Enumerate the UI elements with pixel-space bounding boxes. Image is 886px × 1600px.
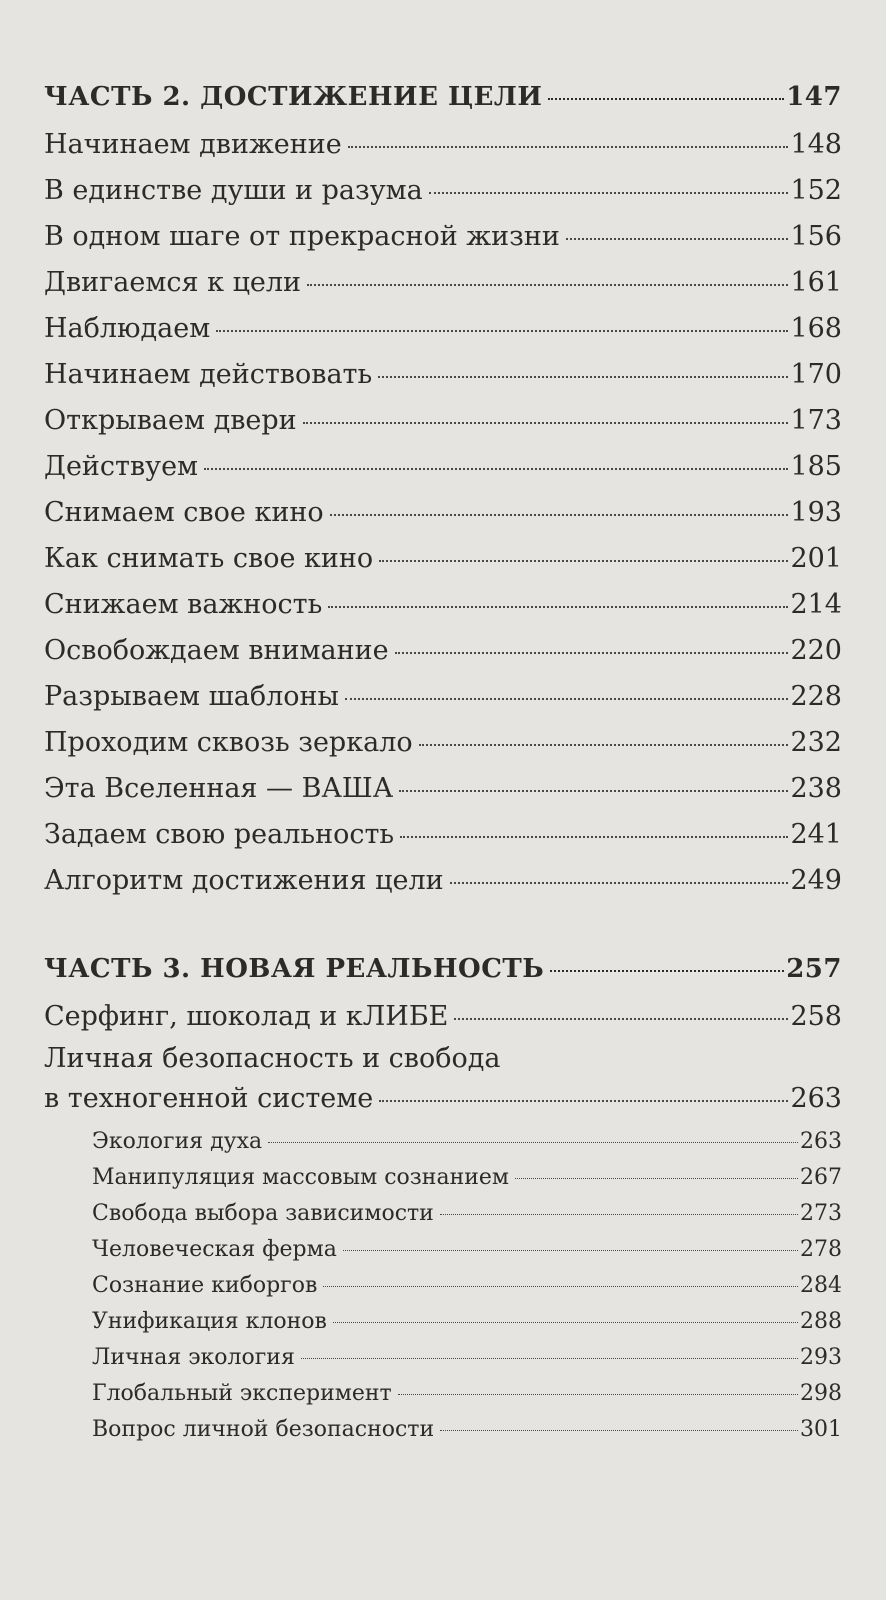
dot-leader	[440, 1430, 798, 1431]
toc-subentry	[44, 1268, 842, 1304]
entry-title: Начинаем движение	[44, 129, 342, 160]
dot-leader	[550, 970, 784, 972]
page-number: 257	[786, 954, 842, 984]
toc-entry	[44, 122, 842, 168]
dot-leader	[204, 468, 788, 470]
toc-subentry	[44, 1160, 842, 1196]
subentry-title: Свобода выбора зависимости	[92, 1201, 434, 1226]
page-number: 173	[790, 405, 842, 436]
dot-leader	[345, 698, 788, 700]
subentry-title: Вопрос личной безопасности	[92, 1417, 435, 1442]
dot-leader	[440, 1214, 798, 1215]
page-number: 241	[790, 819, 842, 850]
toc-subentry	[44, 1124, 842, 1160]
toc-entry	[44, 858, 842, 904]
page-number: 161	[790, 267, 842, 298]
page-number: 258	[790, 1001, 842, 1032]
page-number: 152	[790, 175, 842, 206]
dot-leader	[395, 652, 789, 654]
page-number: 267	[800, 1165, 842, 1190]
entry-title: Алгоритм достижения цели	[44, 865, 444, 896]
toc-subentry	[44, 1196, 842, 1232]
toc-entry	[44, 994, 842, 1040]
entry-title: Освобождаем внимание	[44, 635, 389, 666]
page-number: 228	[790, 681, 842, 712]
toc-entry	[44, 720, 842, 766]
toc-entry	[44, 766, 842, 812]
entry-title-line1: Личная безопасность и свобода	[44, 1043, 501, 1074]
dot-leader	[566, 238, 789, 240]
subentry-title: Сознание киборгов	[92, 1273, 318, 1298]
subentry-title: Человеческая ферма	[92, 1237, 337, 1262]
dot-leader	[548, 98, 784, 100]
page-number: 220	[790, 635, 842, 666]
dot-leader	[454, 1018, 788, 1020]
dot-leader	[450, 882, 789, 884]
dot-leader	[216, 330, 788, 332]
toc-entry	[44, 1078, 842, 1124]
part-heading-row	[44, 944, 842, 994]
page-number: 193	[790, 497, 842, 528]
page-number: 293	[800, 1345, 842, 1370]
toc-section-part2	[44, 72, 842, 904]
dot-leader	[268, 1142, 798, 1143]
page-number: 148	[790, 129, 842, 160]
toc-entry	[44, 582, 842, 628]
part-heading: ЧАСТЬ 3. НОВАЯ РЕАЛЬНОСТЬ	[44, 954, 545, 984]
toc-entry	[44, 306, 842, 352]
toc-subentry	[44, 1340, 842, 1376]
entry-title: Начинаем действовать	[44, 359, 373, 390]
subentry-title: Унификация клонов	[92, 1309, 327, 1334]
entry-title: Открываем двери	[44, 405, 297, 436]
entry-title: Эта Вселенная — ВАША	[44, 773, 394, 804]
dot-leader	[399, 790, 788, 792]
subentry-title: Личная экология	[92, 1345, 295, 1370]
dot-leader	[303, 422, 789, 424]
entry-title: Проходим сквозь зеркало	[44, 727, 413, 758]
toc-entry	[44, 674, 842, 720]
page-number: 201	[790, 543, 842, 574]
page-number: 298	[800, 1381, 842, 1406]
toc-subentry	[44, 1412, 842, 1448]
toc-entry	[44, 352, 842, 398]
subentry-title: Манипуляция массовым сознанием	[92, 1165, 510, 1190]
toc-entry	[44, 536, 842, 582]
toc-entry	[44, 812, 842, 858]
toc-entry	[44, 214, 842, 260]
toc-entry	[44, 444, 842, 490]
toc-entry	[44, 628, 842, 674]
dot-leader	[379, 560, 788, 562]
page-number: 301	[800, 1417, 842, 1442]
entry-title: В единстве души и разума	[44, 175, 423, 206]
dot-leader	[400, 836, 788, 838]
entry-title: Снижаем важность	[44, 589, 323, 620]
dot-leader	[348, 146, 789, 148]
dot-leader	[328, 606, 788, 608]
entry-title: Двигаемся к цели	[44, 267, 302, 298]
part-heading-row	[44, 72, 842, 122]
subentry-title: Глобальный эксперимент	[92, 1381, 392, 1406]
dot-leader	[323, 1286, 798, 1287]
toc-section-part3	[44, 944, 842, 1448]
dot-leader	[419, 744, 789, 746]
page-number: 273	[800, 1201, 842, 1226]
toc-entry	[44, 398, 842, 444]
toc-entry	[44, 168, 842, 214]
dot-leader	[343, 1250, 798, 1251]
dot-leader	[330, 514, 789, 516]
page-number: 288	[800, 1309, 842, 1334]
dot-leader	[515, 1178, 798, 1179]
page-number: 147	[786, 82, 842, 112]
dot-leader	[307, 284, 788, 286]
toc-subentry	[44, 1304, 842, 1340]
page-number: 156	[790, 221, 842, 252]
dot-leader	[379, 1100, 788, 1102]
dot-leader	[333, 1322, 798, 1323]
page-number: 263	[790, 1083, 842, 1114]
entry-title: Действуем	[44, 451, 199, 482]
entry-title: Как снимать свое кино	[44, 543, 374, 574]
dot-leader	[378, 376, 788, 378]
toc-entry	[44, 260, 842, 306]
toc-subentry	[44, 1232, 842, 1268]
dot-leader	[429, 192, 789, 194]
toc-entry	[44, 490, 842, 536]
page-number: 168	[790, 313, 842, 344]
entry-title-line2: в техногенной системе	[44, 1083, 374, 1114]
entry-title: В одном шаге от прекрасной жизни	[44, 221, 560, 252]
page-number: 278	[800, 1237, 842, 1262]
page-number: 214	[790, 589, 842, 620]
entry-title: Серфинг, шоколад и кЛИБЕ	[44, 1001, 449, 1032]
toc-subentry	[44, 1376, 842, 1412]
page-number: 185	[790, 451, 842, 482]
entry-title: Снимаем свое кино	[44, 497, 324, 528]
page-number: 249	[790, 865, 842, 896]
part-heading: ЧАСТЬ 2. ДОСТИЖЕНИЕ ЦЕЛИ	[44, 82, 543, 112]
page-number: 263	[800, 1129, 842, 1154]
entry-title: Разрываем шаблоны	[44, 681, 339, 712]
subentry-title: Экология духа	[92, 1129, 263, 1154]
entry-title: Наблюдаем	[44, 313, 211, 344]
dot-leader	[398, 1394, 798, 1395]
dot-leader	[301, 1358, 798, 1359]
page-number: 238	[790, 773, 842, 804]
page-number: 170	[790, 359, 842, 390]
entry-title: Задаем свою реальность	[44, 819, 395, 850]
page-number: 232	[790, 727, 842, 758]
page-number: 284	[800, 1273, 842, 1298]
